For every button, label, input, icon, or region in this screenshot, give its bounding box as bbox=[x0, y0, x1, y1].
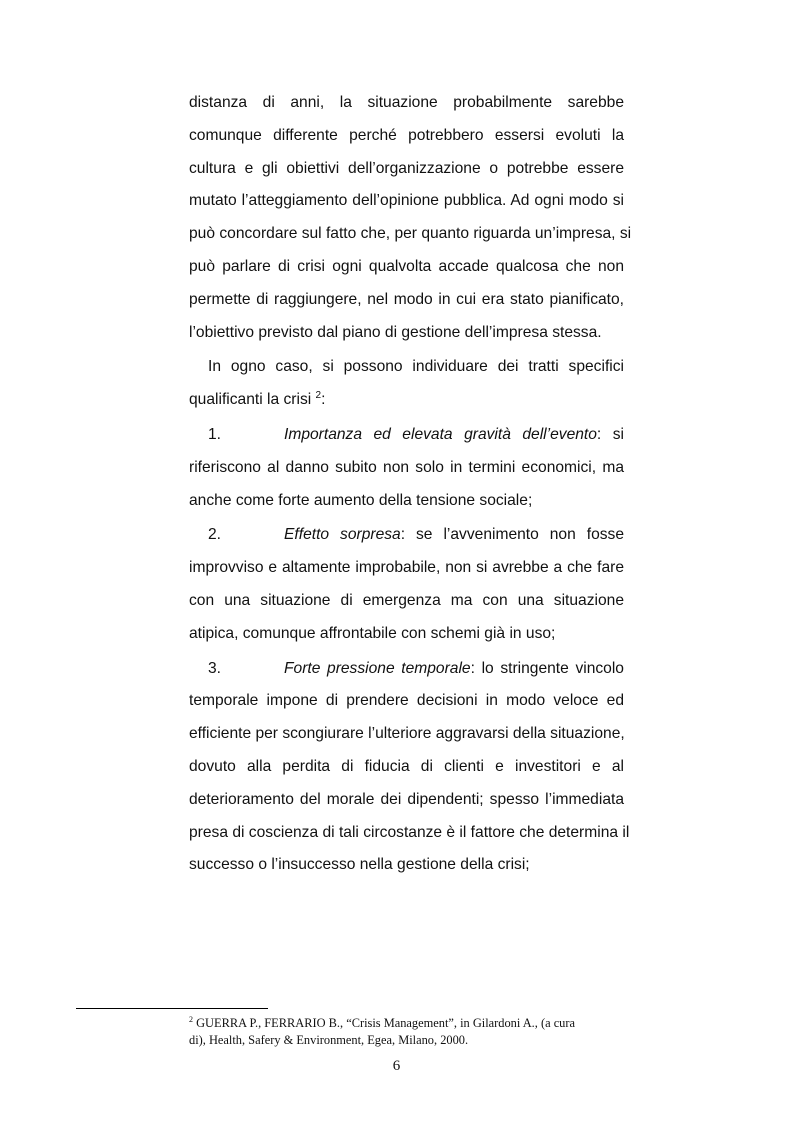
text-fragment: : se l’avvenimento non fosse bbox=[400, 526, 625, 544]
footnote-text: GUERRA P., FERRARIO B., “Crisis Management”, in Gilardoni A., (a cura bbox=[193, 1016, 576, 1030]
text-line: presa di coscienza di tali circostanze è il fattore che determina il bbox=[189, 823, 630, 841]
list-item-3 bbox=[189, 653, 630, 883]
list-term: Effetto sorpresa bbox=[284, 526, 401, 544]
list-item-first-line bbox=[189, 519, 624, 552]
paragraph-2 bbox=[189, 351, 624, 417]
list-item-first-line bbox=[189, 653, 624, 686]
text-line: l’obiettivo previsto dal piano di gestione dell’impresa stessa. bbox=[189, 323, 602, 341]
text-line: permette di raggiungere, nel modo in cui era stato pianificato, bbox=[189, 290, 624, 308]
footnote-reference[interactable]: 2 bbox=[315, 390, 322, 402]
text-line: improvviso e altamente improbabile, non si avrebbe a che fare bbox=[189, 559, 624, 577]
list-item-first-line bbox=[189, 419, 624, 452]
text-line: deterioramento del morale dei dipendenti; spesso l’immediata bbox=[189, 790, 624, 808]
footnote-line: di), Health, Safery & Environment, Egea, Milano, 2000. bbox=[189, 1032, 469, 1047]
footnote-line bbox=[189, 1015, 629, 1032]
text-line: successo o l’insuccesso nella gestione della crisi; bbox=[189, 856, 530, 874]
text-line: può concordare sul fatto che, per quanto riguarda un’impresa, si bbox=[189, 225, 632, 243]
text-fragment: : lo stringente vincolo bbox=[470, 659, 624, 677]
text-fragment: : bbox=[321, 391, 326, 409]
list-term: Importanza ed elevata gravità dell’evento bbox=[284, 425, 597, 443]
list-number: 3. bbox=[208, 659, 222, 677]
text-line: con una situazione di emergenza ma con una situazione bbox=[189, 591, 624, 609]
list-item-1 bbox=[189, 419, 624, 517]
text-fragment: qualificanti la crisi bbox=[189, 391, 316, 409]
text-line: può parlare di crisi ogni qualvolta accade qualcosa che non bbox=[189, 257, 624, 275]
text-line: anche come forte aumento della tensione sociale; bbox=[189, 491, 533, 509]
text-line: temporale impone di prendere decisioni in modo veloce ed bbox=[189, 692, 624, 710]
text-fragment: : si bbox=[596, 425, 624, 443]
text-line: riferiscono al danno subito non solo in termini economici, ma bbox=[189, 458, 624, 476]
list-item-2 bbox=[189, 519, 624, 650]
paragraph-1 bbox=[189, 87, 632, 349]
list-number: 1. bbox=[208, 425, 222, 443]
list-number: 2. bbox=[208, 526, 222, 544]
footnote-number: 2 bbox=[189, 1015, 193, 1024]
text-line: dovuto alla perdita di fiducia di clienti e investitori e al bbox=[189, 757, 624, 775]
list-term: Forte pressione temporale bbox=[284, 659, 471, 677]
text-line: efficiente per scongiurare l’ulteriore aggravarsi della situazione, bbox=[189, 725, 625, 743]
footnote bbox=[189, 1015, 629, 1048]
text-line: In ogno caso, si possono individuare dei tratti specifici bbox=[208, 358, 624, 376]
footnote-separator bbox=[76, 1008, 268, 1009]
text-line: comunque differente perché potrebbero essersi evoluti la bbox=[189, 126, 624, 144]
page-number: 6 bbox=[392, 1058, 401, 1074]
text-line bbox=[189, 384, 624, 417]
text-line: mutato l’atteggiamento dell’opinione pubblica. Ad ogni modo si bbox=[189, 192, 624, 210]
text-line: distanza di anni, la situazione probabilmente sarebbe bbox=[189, 94, 624, 111]
text-line: cultura e gli obiettivi dell’organizzazione o potrebbe essere bbox=[189, 159, 624, 177]
body-text bbox=[189, 87, 632, 882]
text-line: atipica, comunque affrontabile con schemi già in uso; bbox=[189, 624, 556, 642]
